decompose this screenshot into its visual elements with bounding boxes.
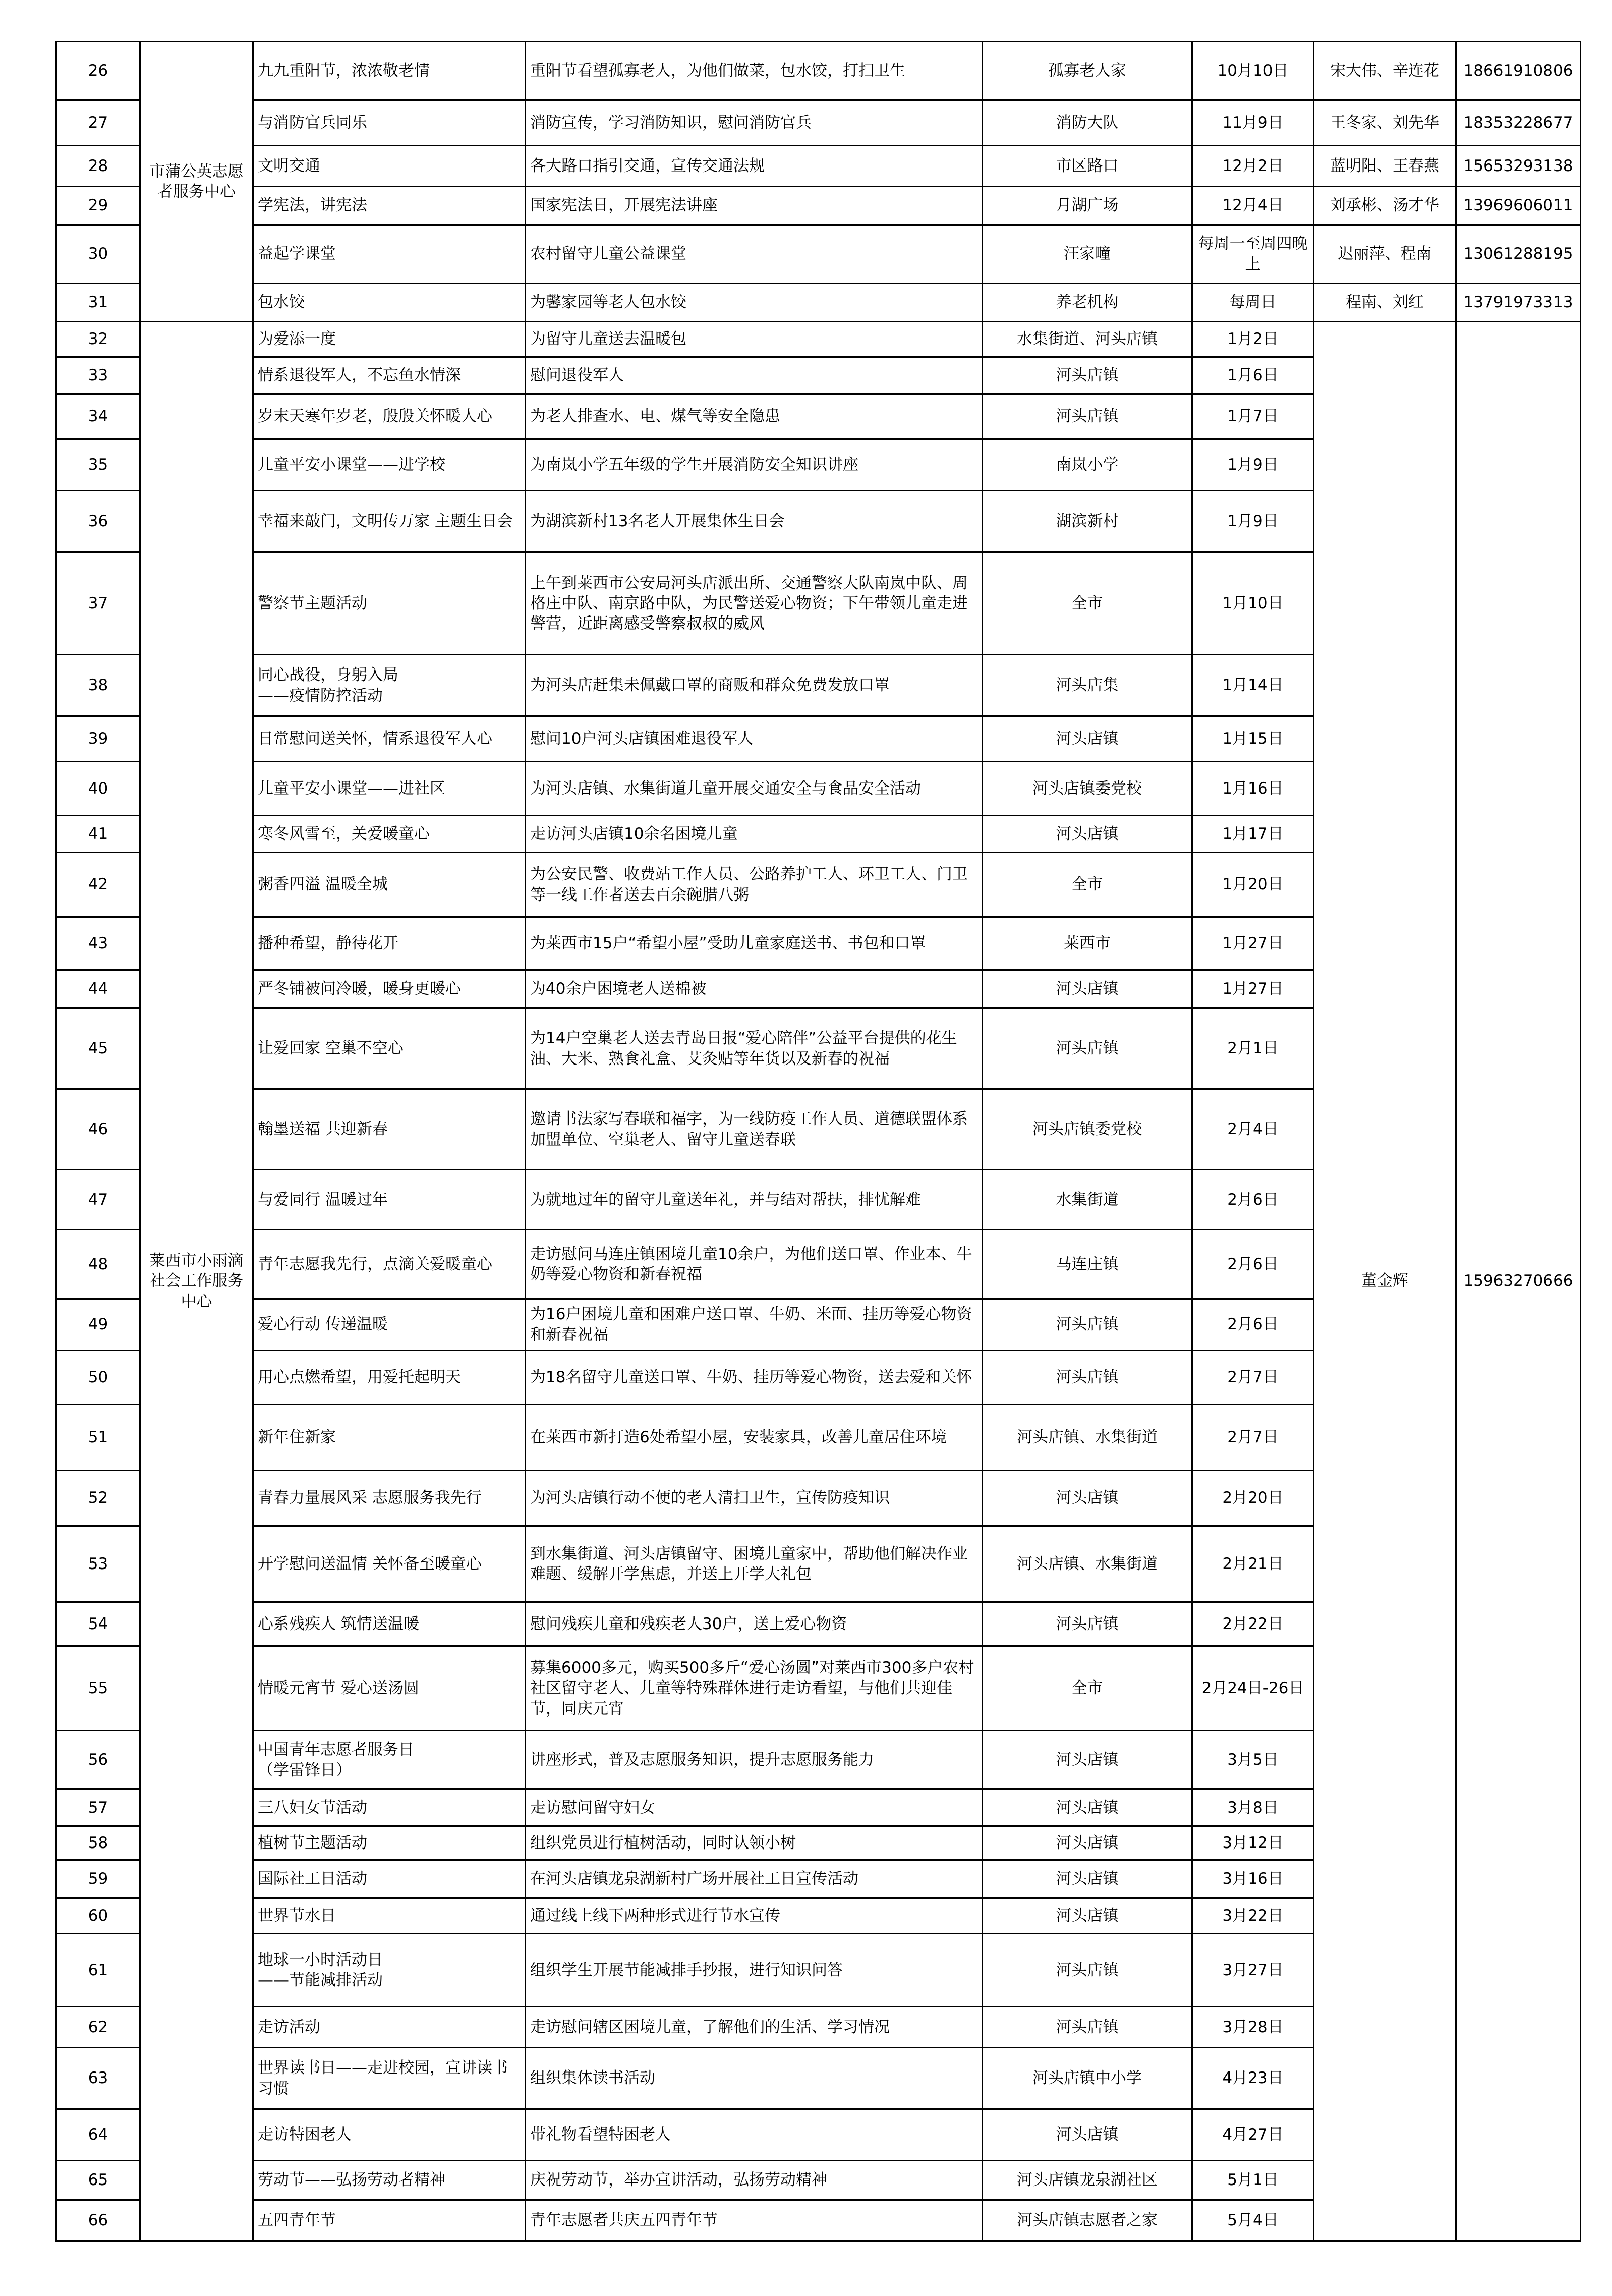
row-number: 50 [56,1351,140,1405]
activity-date: 1月2日 [1192,322,1314,357]
activity-content: 国家宪法日，开展宪法讲座 [526,187,983,225]
activity-name: 包水饺 [253,284,526,322]
activity-name: 让爱回家 空巢不空心 [253,1009,526,1089]
activity-location: 水集街道 [983,1170,1192,1230]
activity-date: 1月15日 [1192,716,1314,762]
row-number: 29 [56,187,140,225]
table-row [56,187,1581,225]
contact-phone: 15963270666 [1456,322,1581,2241]
activity-location: 河头店镇 [983,1731,1192,1789]
activity-location: 河头店镇 [983,1826,1192,1860]
row-number: 31 [56,284,140,322]
activity-name: 新年住新家 [253,1405,526,1471]
activity-content: 组织学生开展节能减排手抄报，进行知识问答 [526,1934,983,2007]
activity-content: 重阳节看望孤寡老人，为他们做菜，包水饺，打扫卫生 [526,42,983,100]
activity-content: 为河头店镇、水集街道儿童开展交通安全与食品安全活动 [526,762,983,816]
activity-name: 情系退役军人，不忘鱼水情深 [253,357,526,394]
activity-date: 2月6日 [1192,1170,1314,1230]
activity-location: 河头店镇 [983,970,1192,1009]
activity-location: 河头店镇 [983,1351,1192,1405]
row-number: 51 [56,1405,140,1471]
activity-location: 河头店镇、水集街道 [983,1526,1192,1602]
activity-location: 消防大队 [983,100,1192,146]
row-number: 62 [56,2007,140,2048]
activity-content: 走访河头店镇10余名困境儿童 [526,816,983,853]
activity-location: 水集街道、河头店镇 [983,322,1192,357]
row-number: 59 [56,1860,140,1898]
row-number: 64 [56,2109,140,2161]
row-number: 27 [56,100,140,146]
activity-date: 1月16日 [1192,762,1314,816]
activity-location: 河头店镇 [983,1009,1192,1089]
activity-date: 3月28日 [1192,2007,1314,2048]
contact-person: 程南、刘红 [1314,284,1456,322]
table-row [56,225,1581,284]
activity-name: 同心战役，身躬入局 ——疫情防控活动 [253,655,526,716]
activity-name: 劳动节——弘扬劳动者精神 [253,2161,526,2200]
activity-content: 为16户困境儿童和困难户送口罩、牛奶、米面、挂历等爱心物资和新春祝福 [526,1299,983,1351]
contact-phone: 13791973313 [1456,284,1581,322]
activity-location: 河头店镇 [983,2007,1192,2048]
activity-name: 与消防官兵同乐 [253,100,526,146]
activity-date: 2月24日-26日 [1192,1646,1314,1731]
row-number: 39 [56,716,140,762]
activity-content: 走访慰问辖区困境儿童，了解他们的生活、学习情况 [526,2007,983,2048]
activity-date: 每周日 [1192,284,1314,322]
row-number: 58 [56,1826,140,1860]
row-number: 61 [56,1934,140,2007]
activity-content: 慰问10户河头店镇困难退役军人 [526,716,983,762]
table-row [56,146,1581,187]
contact-person: 董金辉 [1314,322,1456,2241]
activity-location: 河头店镇中小学 [983,2048,1192,2109]
row-number: 57 [56,1789,140,1826]
activity-name: 学宪法，讲宪法 [253,187,526,225]
activity-location: 河头店镇 [983,394,1192,439]
row-number: 32 [56,322,140,357]
activity-name: 九九重阳节，浓浓敬老情 [253,42,526,100]
activity-content: 讲座形式，普及志愿服务知识，提升志愿服务能力 [526,1731,983,1789]
row-number: 55 [56,1646,140,1731]
activity-content: 为40余户困境老人送棉被 [526,970,983,1009]
activity-date: 2月20日 [1192,1471,1314,1526]
activity-date: 5月4日 [1192,2200,1314,2241]
row-number: 56 [56,1731,140,1789]
activity-date: 2月6日 [1192,1299,1314,1351]
activity-content: 青年志愿者共庆五四青年节 [526,2200,983,2241]
activity-date: 1月9日 [1192,491,1314,552]
row-number: 36 [56,491,140,552]
activity-content: 消防宣传，学习消防知识，慰问消防官兵 [526,100,983,146]
row-number: 66 [56,2200,140,2241]
activity-content: 为河头店镇行动不便的老人清扫卫生，宣传防疫知识 [526,1471,983,1526]
activity-content: 通过线上线下两种形式进行节水宣传 [526,1898,983,1934]
organization-name: 莱西市小雨滴社会工作服务中心 [140,322,253,2241]
activity-location: 河头店镇 [983,1471,1192,1526]
activity-name: 情暖元宵节 爱心送汤圆 [253,1646,526,1731]
activity-content: 为南岚小学五年级的学生开展消防安全知识讲座 [526,439,983,491]
activity-content: 为莱西市15户“希望小屋”受助儿童家庭送书、书包和口罩 [526,917,983,970]
activity-name: 播种希望，静待花开 [253,917,526,970]
activity-name: 与爱同行 温暖过年 [253,1170,526,1230]
activity-name: 开学慰问送温情 关怀备至暖童心 [253,1526,526,1602]
row-number: 60 [56,1898,140,1934]
contact-phone: 15653293138 [1456,146,1581,187]
activity-date: 10月10日 [1192,42,1314,100]
activity-date: 1月17日 [1192,816,1314,853]
contact-phone: 13061288195 [1456,225,1581,284]
activity-name: 世界读书日——走进校园，宣讲读书习惯 [253,2048,526,2109]
activity-content: 为14户空巢老人送去青岛日报“爱心陪伴”公益平台提供的花生油、大米、熟食礼盒、艾灸贴等年货以及新春的祝福 [526,1009,983,1089]
activity-location: 河头店镇、水集街道 [983,1405,1192,1471]
activity-name: 粥香四溢 温暖全城 [253,853,526,917]
activity-name: 青年志愿我先行，点滴关爱暖童心 [253,1230,526,1299]
row-number: 53 [56,1526,140,1602]
row-number: 54 [56,1602,140,1646]
activity-location: 河头店集 [983,655,1192,716]
activity-location: 河头店镇 [983,1860,1192,1898]
activity-location: 月湖广场 [983,187,1192,225]
row-number: 38 [56,655,140,716]
activity-location: 河头店镇 [983,357,1192,394]
activity-content: 募集6000多元，购买500多斤“爱心汤圆”对莱西市300多户农村社区留守老人、儿童等特殊群体进行走访看望，与他们共迎佳节，同庆元宵 [526,1646,983,1731]
activity-date: 1月6日 [1192,357,1314,394]
row-number: 46 [56,1089,140,1170]
row-number: 26 [56,42,140,100]
activity-name: 翰墨送福 共迎新春 [253,1089,526,1170]
activity-content: 在莱西市新打造6处希望小屋，安装家具，改善儿童居住环境 [526,1405,983,1471]
activity-date: 1月27日 [1192,917,1314,970]
table-row [56,100,1581,146]
activity-content: 为湖滨新村13名老人开展集体生日会 [526,491,983,552]
activity-location: 汪家疃 [983,225,1192,284]
activity-name: 世界节水日 [253,1898,526,1934]
activity-location: 全市 [983,552,1192,655]
activity-date: 12月4日 [1192,187,1314,225]
contact-phone: 18353228677 [1456,100,1581,146]
activity-date: 4月23日 [1192,2048,1314,2109]
contact-person: 迟丽萍、程南 [1314,225,1456,284]
activity-date: 3月16日 [1192,1860,1314,1898]
row-number: 35 [56,439,140,491]
activity-location: 河头店镇 [983,1934,1192,2007]
activity-content: 带礼物看望特困老人 [526,2109,983,2161]
activity-date: 3月5日 [1192,1731,1314,1789]
activity-location: 河头店镇龙泉湖社区 [983,2161,1192,2200]
activity-date: 12月2日 [1192,146,1314,187]
contact-person: 刘承彬、汤才华 [1314,187,1456,225]
activity-date: 2月22日 [1192,1602,1314,1646]
activity-content: 邀请书法家写春联和福字，为一线防疫工作人员、道德联盟体系加盟单位、空巢老人、留守儿童送春联 [526,1089,983,1170]
activity-date: 1月10日 [1192,552,1314,655]
activity-date: 2月7日 [1192,1351,1314,1405]
activity-date: 2月6日 [1192,1230,1314,1299]
activity-name: 植树节主题活动 [253,1826,526,1860]
activity-content: 为馨家园等老人包水饺 [526,284,983,322]
row-number: 65 [56,2161,140,2200]
row-number: 40 [56,762,140,816]
activity-content: 上午到莱西市公安局河头店派出所、交通警察大队南岚中队、周格庄中队、南京路中队，为民警送爱心物资；下午带领儿童走进警营，近距离感受警察叔叔的威风 [526,552,983,655]
activity-location: 河头店镇 [983,1789,1192,1826]
activity-content: 为就地过年的留守儿童送年礼，并与结对帮扶，排忧解难 [526,1170,983,1230]
activity-name: 走访特困老人 [253,2109,526,2161]
activity-name: 中国青年志愿者服务日 （学雷锋日） [253,1731,526,1789]
row-number: 37 [56,552,140,655]
activity-name: 寒冬风雪至，关爱暖童心 [253,816,526,853]
activity-name: 心系残疾人 筑情送温暖 [253,1602,526,1646]
activity-date: 5月1日 [1192,2161,1314,2200]
activity-date: 3月8日 [1192,1789,1314,1826]
activity-name: 国际社工日活动 [253,1860,526,1898]
activity-location: 河头店镇委党校 [983,762,1192,816]
activity-content: 为18名留守儿童送口罩、牛奶、挂历等爱心物资，送去爱和关怀 [526,1351,983,1405]
activity-location: 马连庄镇 [983,1230,1192,1299]
activity-date: 1月14日 [1192,655,1314,716]
activity-date: 3月27日 [1192,1934,1314,2007]
row-number: 30 [56,225,140,284]
activity-location: 市区路口 [983,146,1192,187]
activity-name: 三八妇女节活动 [253,1789,526,1826]
activity-location: 莱西市 [983,917,1192,970]
activity-location: 河头店镇 [983,2109,1192,2161]
activity-content: 组织党员进行植树活动，同时认领小树 [526,1826,983,1860]
activity-date: 1月9日 [1192,439,1314,491]
activity-location: 河头店镇 [983,1898,1192,1934]
contact-phone: 13969606011 [1456,187,1581,225]
row-number: 47 [56,1170,140,1230]
table-row [56,284,1581,322]
activity-name: 五四青年节 [253,2200,526,2241]
activity-content: 在河头店镇龙泉湖新村广场开展社工日宣传活动 [526,1860,983,1898]
activity-content: 走访慰问马连庄镇困境儿童10余户，为他们送口罩、作业本、牛奶等爱心物资和新春祝福 [526,1230,983,1299]
activity-date: 2月21日 [1192,1526,1314,1602]
activity-location: 河头店镇 [983,816,1192,853]
activity-date: 每周一至周四晚上 [1192,225,1314,284]
activity-name: 岁末天寒年岁老，殷殷关怀暖人心 [253,394,526,439]
activity-location: 全市 [983,853,1192,917]
activity-content: 到水集街道、河头店镇留守、困境儿童家中，帮助他们解决作业难题、缓解开学焦虑，并送上开学大礼包 [526,1526,983,1602]
activity-date: 2月4日 [1192,1089,1314,1170]
activity-date: 4月27日 [1192,2109,1314,2161]
row-number: 63 [56,2048,140,2109]
activity-content: 走访慰问留守妇女 [526,1789,983,1826]
activity-location: 湖滨新村 [983,491,1192,552]
activity-location: 全市 [983,1646,1192,1731]
activity-location: 河头店镇 [983,1299,1192,1351]
activity-content: 各大路口指引交通，宣传交通法规 [526,146,983,187]
activity-name: 走访活动 [253,2007,526,2048]
activity-location: 河头店镇 [983,1602,1192,1646]
activity-name: 文明交通 [253,146,526,187]
contact-person: 宋大伟、辛连花 [1314,42,1456,100]
activity-content: 庆祝劳动节，举办宣讲活动，弘扬劳动精神 [526,2161,983,2200]
table-row [56,322,1581,357]
activity-name: 严冬铺被问冷暖，暖身更暖心 [253,970,526,1009]
activity-name: 用心点燃希望，用爱托起明天 [253,1351,526,1405]
activity-content: 慰问残疾儿童和残疾老人30户，送上爱心物资 [526,1602,983,1646]
contact-person: 蓝明阳、王春燕 [1314,146,1456,187]
row-number: 49 [56,1299,140,1351]
activity-name: 儿童平安小课堂——进学校 [253,439,526,491]
activity-date: 11月9日 [1192,100,1314,146]
activity-name: 幸福来敲门，文明传万家 主题生日会 [253,491,526,552]
activity-location: 河头店镇委党校 [983,1089,1192,1170]
activity-date: 3月22日 [1192,1898,1314,1934]
organization-name: 市蒲公英志愿者服务中心 [140,42,253,322]
row-number: 44 [56,970,140,1009]
activity-content: 为公安民警、收费站工作人员、公路养护工人、环卫工人、门卫等一线工作者送去百余碗腊八粥 [526,853,983,917]
row-number: 43 [56,917,140,970]
contact-person: 王冬家、刘先华 [1314,100,1456,146]
activity-date: 2月7日 [1192,1405,1314,1471]
volunteer-activity-table [55,41,1581,2242]
activity-date: 2月1日 [1192,1009,1314,1089]
activity-date: 1月27日 [1192,970,1314,1009]
activity-name: 益起学课堂 [253,225,526,284]
activity-location: 养老机构 [983,284,1192,322]
row-number: 52 [56,1471,140,1526]
activity-name: 警察节主题活动 [253,552,526,655]
contact-phone: 18661910806 [1456,42,1581,100]
activity-content: 慰问退役军人 [526,357,983,394]
row-number: 33 [56,357,140,394]
activity-content: 组织集体读书活动 [526,2048,983,2109]
activity-content: 为河头店赶集未佩戴口罩的商贩和群众免费发放口罩 [526,655,983,716]
activity-name: 为爱添一度 [253,322,526,357]
activity-location: 河头店镇志愿者之家 [983,2200,1192,2241]
table-row [56,42,1581,100]
activity-name: 地球一小时活动日 ——节能减排活动 [253,1934,526,2007]
activity-date: 1月7日 [1192,394,1314,439]
activity-name: 日常慰问送关怀，情系退役军人心 [253,716,526,762]
activity-content: 为留守儿童送去温暖包 [526,322,983,357]
row-number: 45 [56,1009,140,1089]
activity-location: 孤寡老人家 [983,42,1192,100]
activity-location: 南岚小学 [983,439,1192,491]
activity-date: 1月20日 [1192,853,1314,917]
activity-location: 河头店镇 [983,716,1192,762]
activity-content: 农村留守儿童公益课堂 [526,225,983,284]
row-number: 48 [56,1230,140,1299]
row-number: 28 [56,146,140,187]
activity-content: 为老人排查水、电、煤气等安全隐患 [526,394,983,439]
activity-name: 儿童平安小课堂——进社区 [253,762,526,816]
activity-date: 3月12日 [1192,1826,1314,1860]
row-number: 34 [56,394,140,439]
row-number: 41 [56,816,140,853]
activity-name: 爱心行动 传递温暖 [253,1299,526,1351]
row-number: 42 [56,853,140,917]
activity-name: 青春力量展风采 志愿服务我先行 [253,1471,526,1526]
